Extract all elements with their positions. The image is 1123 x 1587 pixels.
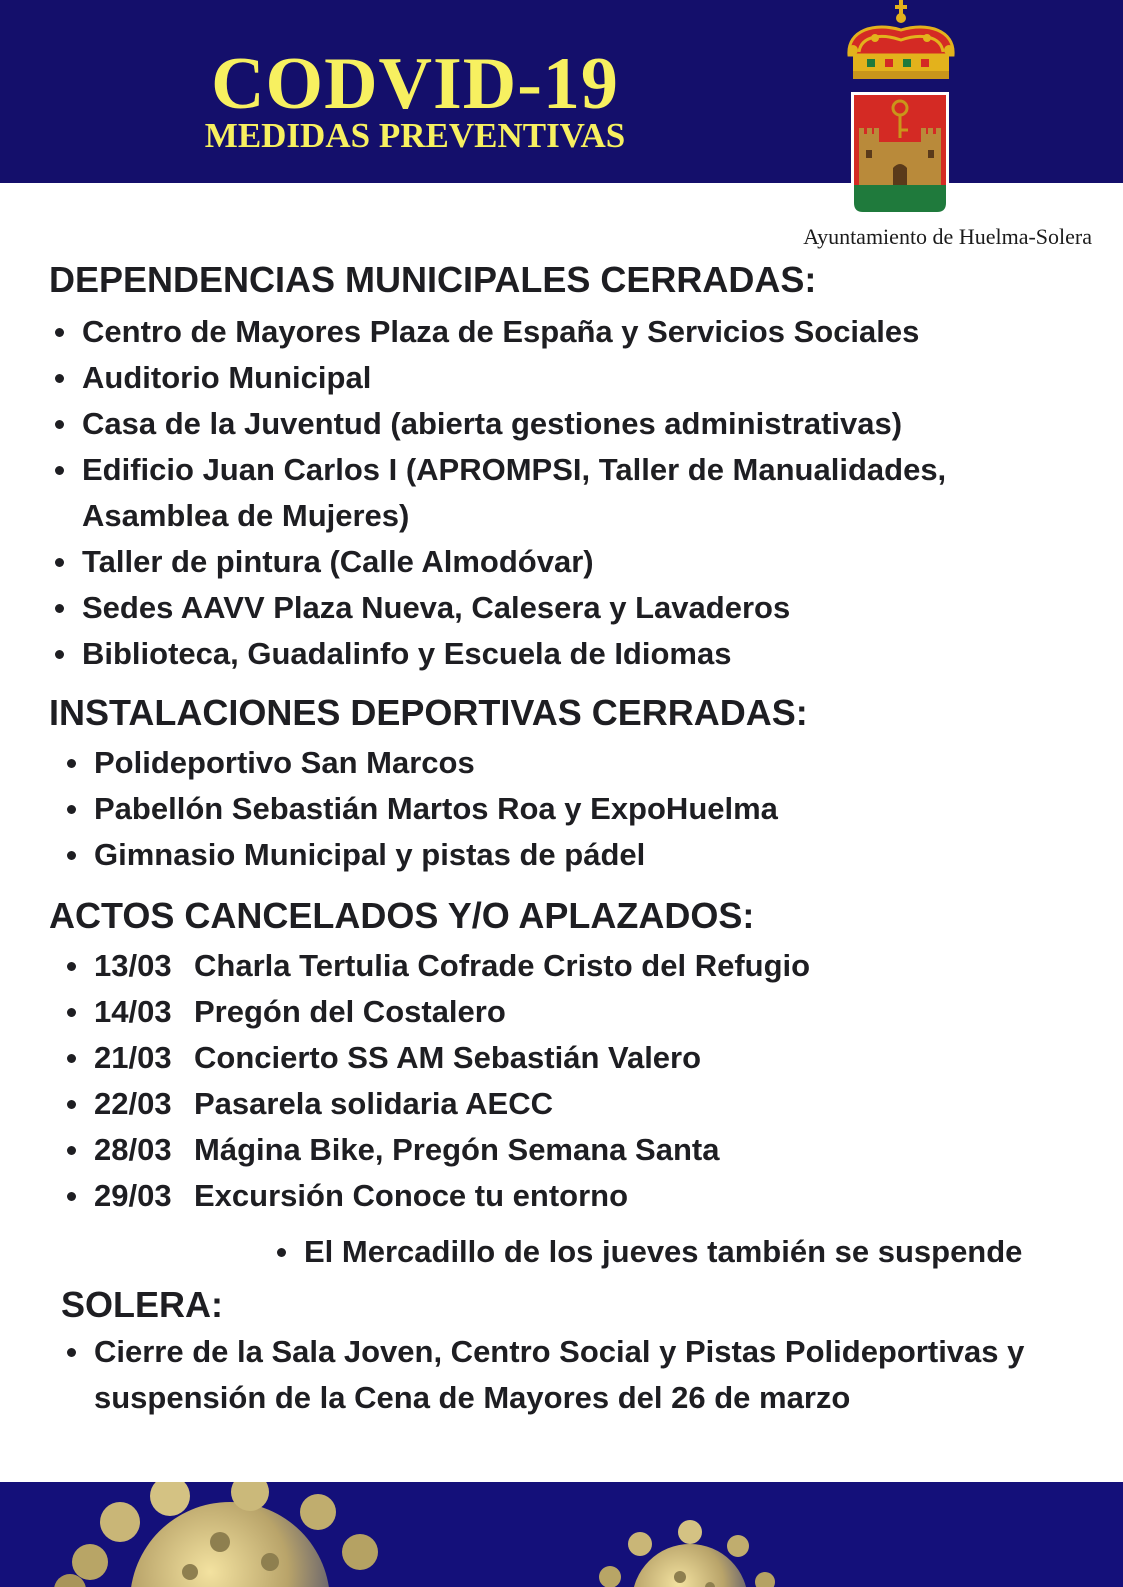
- list-item-continuation: Asamblea de Mujeres): [82, 498, 410, 533]
- list-actos: [94, 943, 810, 1219]
- council-name: Ayuntamiento de Huelma-Solera: [803, 224, 1092, 249]
- list-item: 13/03 Charla Tertulia Cofrade Cristo del Refugio: [94, 943, 810, 989]
- list-item: 22/03 Pasarela solidaria AECC: [94, 1081, 810, 1127]
- list-deportivas: [94, 740, 778, 878]
- list-item: Edificio Juan Carlos I (APROMPSI, Taller de Manualidades,: [82, 447, 946, 493]
- list-item: Casa de la Juventud (abierta gestiones administrativas): [82, 401, 946, 447]
- list-solera: [94, 1329, 1024, 1421]
- coat-of-arms-icon: [845, 0, 970, 222]
- section-heading-deportivas: INSTALACIONES DEPORTIVAS CERRADAS:: [49, 692, 808, 733]
- section-heading-actos: ACTOS CANCELADOS Y/O APLAZADOS:: [49, 895, 755, 936]
- page-subtitle: MEDIDAS PREVENTIVAS: [204, 116, 626, 155]
- coronavirus-icon: [0, 1482, 1123, 1587]
- list-item: Sedes AAVV Plaza Nueva, Calesera y Lavaderos: [82, 585, 946, 631]
- footer-banner: [0, 1482, 1123, 1587]
- list-item: El Mercadillo de los jueves también se suspende: [304, 1229, 1022, 1275]
- list-dependencias: [82, 309, 946, 677]
- list-item: 28/03 Mágina Bike, Pregón Semana Santa: [94, 1127, 810, 1173]
- page-title: CODVID-19: [211, 43, 619, 125]
- list-item: 14/03 Pregón del Costalero: [94, 989, 810, 1035]
- list-item: 29/03 Excursión Conoce tu entorno: [94, 1173, 810, 1219]
- list-item: 21/03 Concierto SS AM Sebastián Valero: [94, 1035, 810, 1081]
- list-mercadillo-note: [304, 1229, 1022, 1275]
- list-item: Cierre de la Sala Joven, Centro Social y Pistas Polideportivas y: [94, 1329, 1024, 1375]
- list-item: Gimnasio Municipal y pistas de pádel: [94, 832, 778, 878]
- list-item: Taller de pintura (Calle Almodóvar): [82, 539, 946, 585]
- section-heading-solera: SOLERA:: [61, 1284, 223, 1325]
- list-item: Centro de Mayores Plaza de España y Servicios Sociales: [82, 309, 946, 355]
- list-item: Biblioteca, Guadalinfo y Escuela de Idiomas: [82, 631, 946, 677]
- list-item: Pabellón Sebastián Martos Roa y ExpoHuelma: [94, 786, 778, 832]
- list-item: Polideportivo San Marcos: [94, 740, 778, 786]
- list-item: Auditorio Municipal: [82, 355, 946, 401]
- section-heading-dependencias: DEPENDENCIAS MUNICIPALES CERRADAS:: [49, 259, 817, 300]
- list-item-continuation: suspensión de la Cena de Mayores del 26 de marzo: [94, 1380, 851, 1415]
